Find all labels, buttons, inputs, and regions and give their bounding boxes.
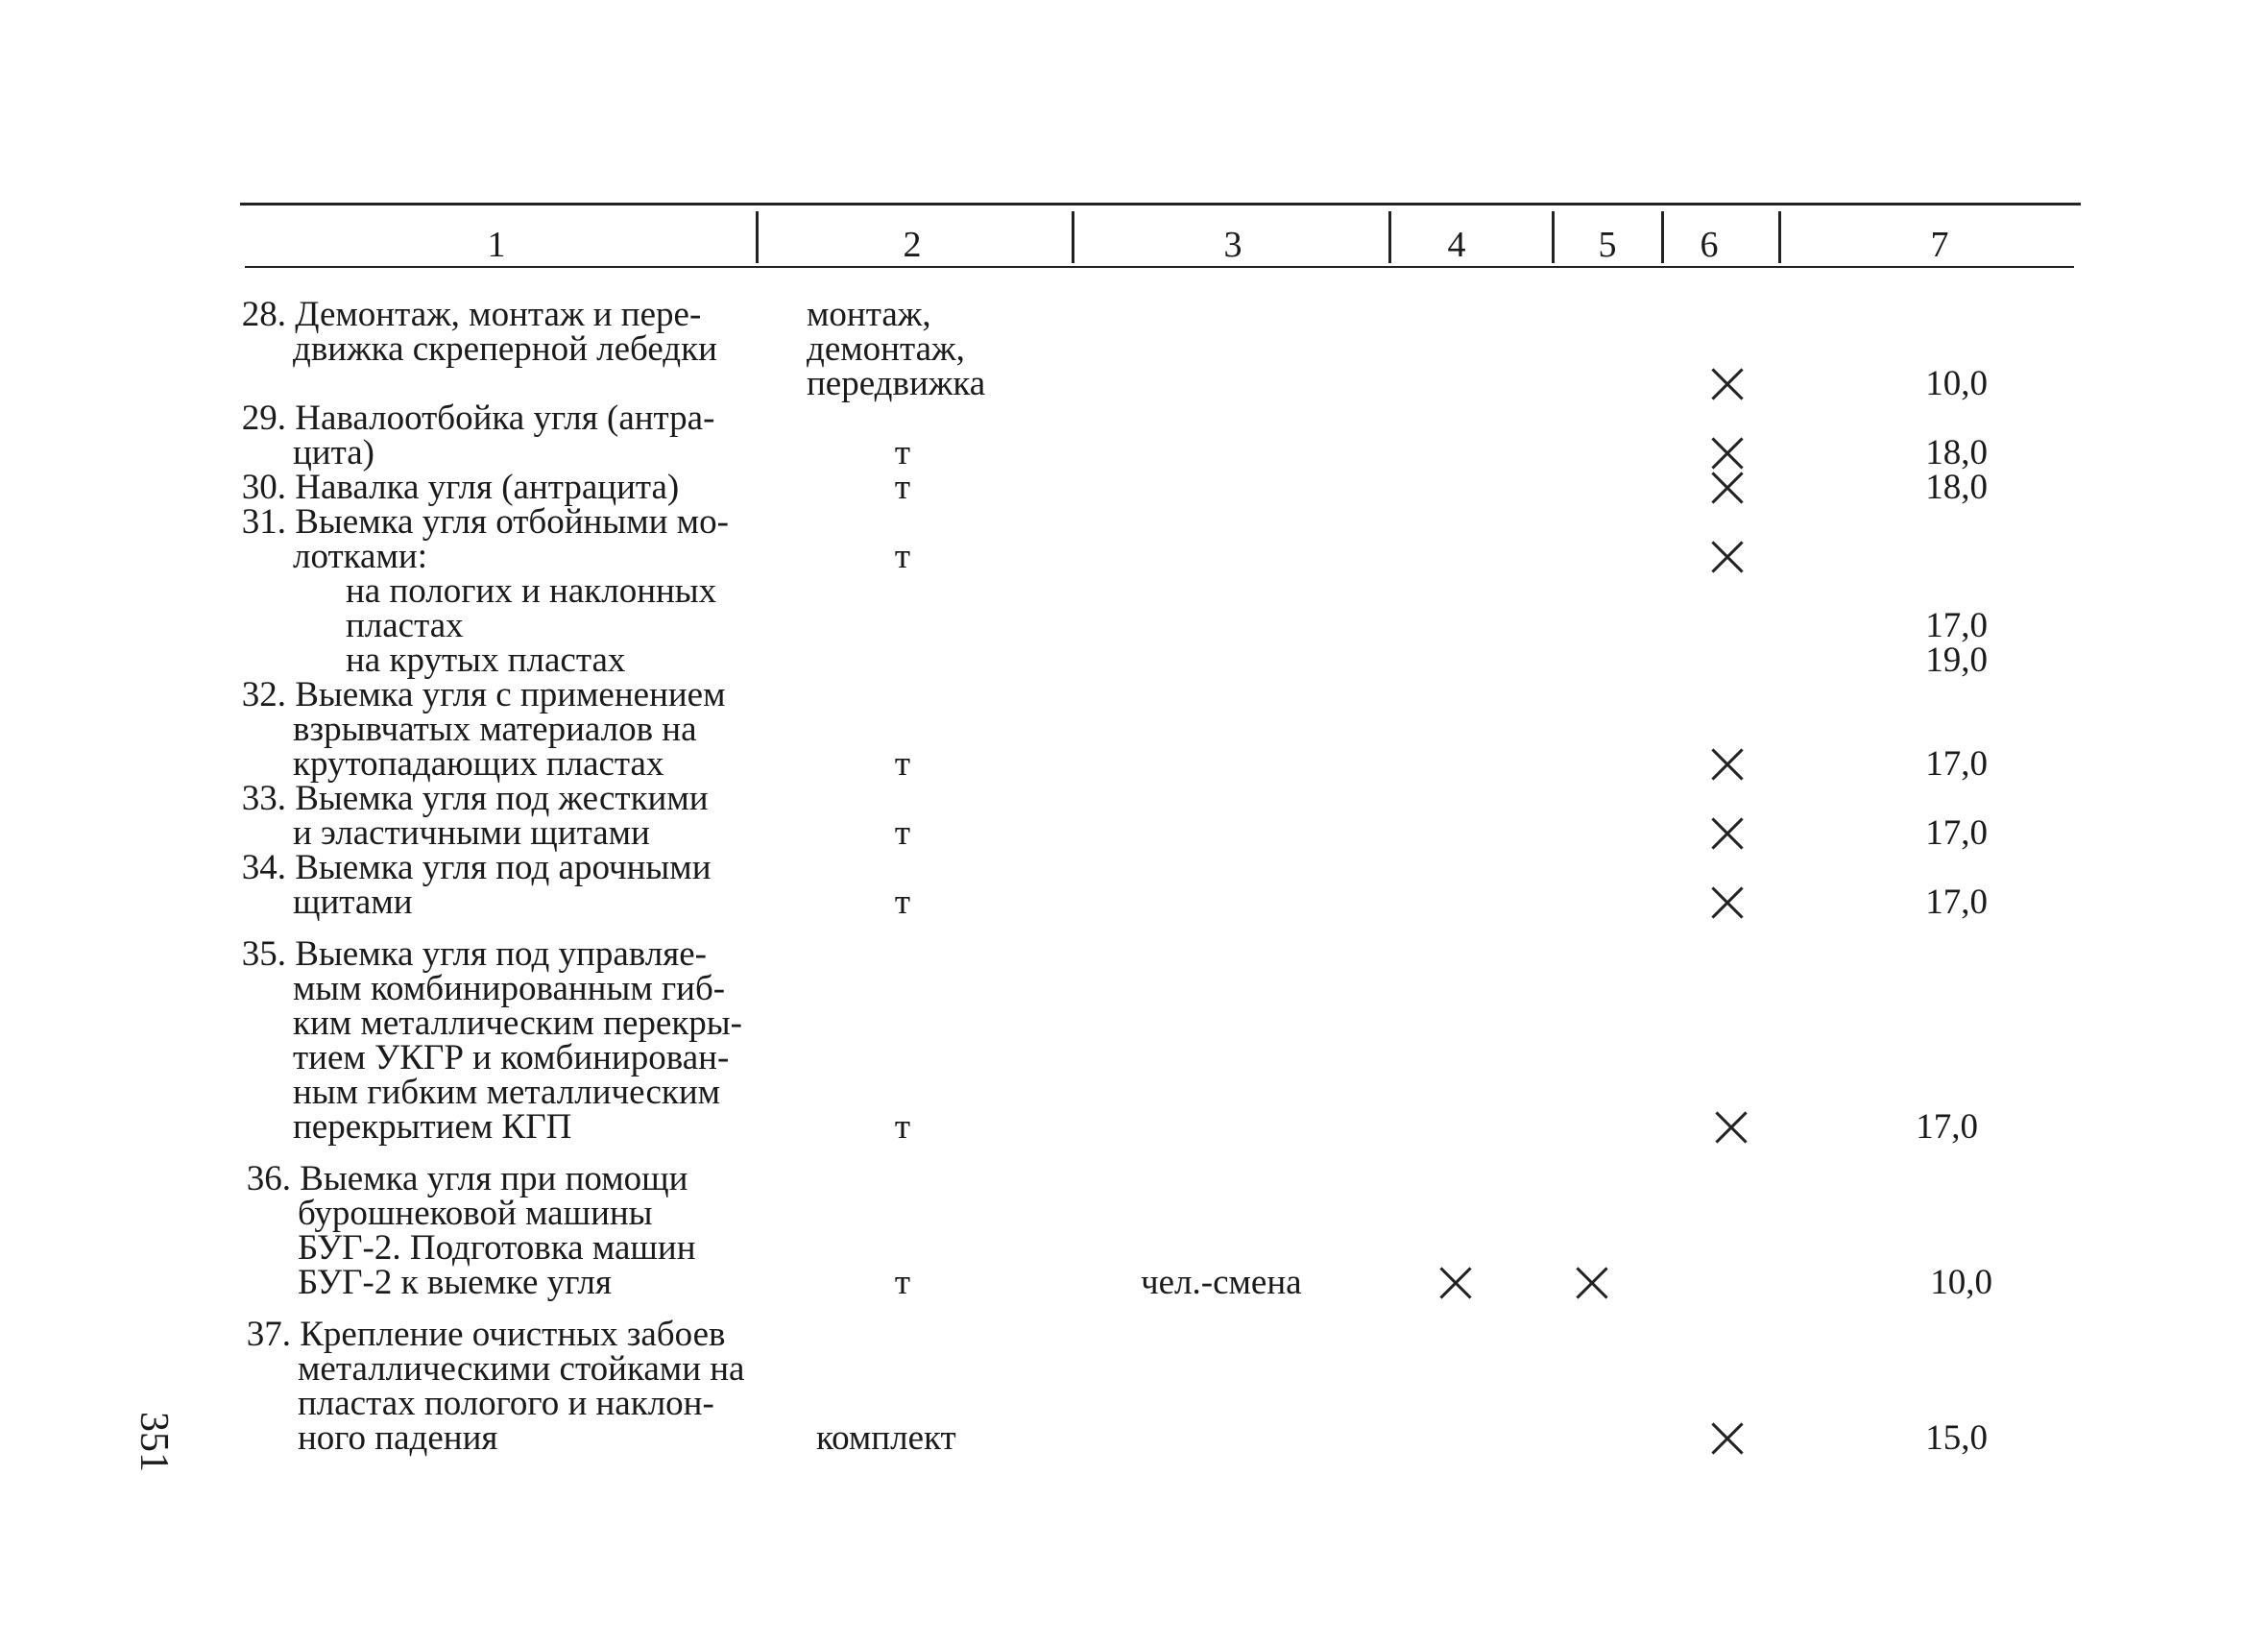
row-34-value: 17,0 [1925,883,1988,922]
row-37-text: ного падения [298,1418,498,1458]
row-31-subitem: пластах [346,606,464,645]
row-36-text: бурошнековой машины [298,1194,653,1233]
row-29-value: 18,0 [1925,433,1988,472]
row-37-text: пластах пологого и наклон- [298,1384,714,1423]
row-35-text: ным гибким металлическим [293,1073,721,1112]
row-28-unit: монтаж, [807,295,931,334]
cross-mark-icon [1711,748,1744,781]
cross-mark-icon [1711,541,1744,573]
row-36-text: БУГ-2 к выемке угля [298,1263,613,1302]
row-29-unit: т [894,433,911,472]
column-divider [1661,211,1664,263]
column-divider [1552,211,1555,263]
header-bottom-rule [245,266,2074,268]
cross-mark-icon [1715,1111,1748,1144]
row-35-label: 35. Выемка угля под управляе- [241,934,707,974]
column-header-1: 1 [487,225,506,265]
row-37-unit: комплект [816,1418,956,1458]
row-34-label: 34. Выемка угля под арочными [241,848,712,887]
row-37-text: металлическими стойками на [298,1349,745,1389]
row-31-subitem: на крутых пластах [346,641,626,680]
column-divider [1388,211,1391,263]
row-31-value: 19,0 [1925,641,1988,680]
row-35-text: ким металлическим перекры- [293,1004,742,1043]
row-31-subitem: на пологих и наклонных [346,571,717,611]
row-36-unit: т [894,1263,911,1302]
row-29-text: цита) [293,433,374,472]
cross-mark-icon [1439,1267,1472,1299]
row-35-text: тием УКГР и комбинирован- [293,1038,730,1077]
column-header-6: 6 [1700,225,1719,265]
row-32-text: взрывчатых материалов на [293,710,697,749]
column-divider [1778,211,1781,263]
row-37-value: 15,0 [1925,1418,1988,1458]
column-header-4: 4 [1447,225,1466,265]
row-36-text: БУГ-2. Подготовка машин [298,1228,696,1268]
row-34-unit: т [894,883,911,922]
column-header-3: 3 [1223,225,1243,265]
cross-mark-icon [1711,437,1744,470]
row-33-unit: т [894,813,911,853]
row-34-text: щитами [293,883,413,922]
row-31-unit: т [894,537,911,576]
cross-mark-icon [1711,817,1744,850]
row-30-unit: т [894,468,911,507]
cross-mark-icon [1711,368,1744,400]
row-35-text: перекрытием КГП [293,1107,572,1147]
cross-mark-icon [1711,886,1744,919]
column-header-2: 2 [903,225,922,265]
row-32-text: крутопадающих пластах [293,744,664,784]
row-37-label: 37. Крепление очистных забоев [246,1315,726,1354]
row-35-text: мым комбинированным гиб- [293,969,726,1008]
row-32-value: 17,0 [1925,744,1988,784]
column-divider [756,211,759,263]
row-35-value: 17,0 [1916,1107,1978,1147]
row-32-unit: т [894,744,911,784]
row-28-unit: передвижка [807,364,986,403]
top-rule [240,203,2081,206]
row-30-value: 18,0 [1925,468,1988,507]
row-36-label: 36. Выемка угля при помощи [246,1159,688,1198]
row-31-text: лотками: [293,537,427,576]
row-28-value: 10,0 [1925,364,1988,403]
row-30-label: 30. Навалка угля (антрацита) [241,468,680,507]
row-36-value: 10,0 [1930,1263,1992,1302]
row-28-text: движка скреперной лебедки [293,329,717,369]
column-divider [1072,211,1074,263]
row-33-label: 33. Выемка угля под жесткими [241,779,709,818]
row-33-text: и эластичными щитами [293,813,650,853]
row-32-label: 32. Выемка угля с применением [241,675,726,714]
row-28-label: 28. Демонтаж, монтаж и пере- [241,295,702,334]
row-31-label: 31. Выемка угля отбойными мо- [241,502,729,542]
row-29-label: 29. Навалоотбойка угля (антра- [241,399,715,438]
row-31-value: 17,0 [1925,606,1988,645]
cross-mark-icon [1711,1422,1744,1455]
column-header-7: 7 [1930,225,1949,265]
row-28-unit: демонтаж, [807,329,965,369]
cross-mark-icon [1576,1267,1608,1299]
column-header-5: 5 [1598,225,1617,265]
row-33-value: 17,0 [1925,813,1988,853]
cross-mark-icon [1711,472,1744,504]
page-number: 351 [132,1412,176,1472]
row-36-unit-col3: чел.-смена [1141,1263,1302,1302]
row-35-unit: т [894,1107,911,1147]
